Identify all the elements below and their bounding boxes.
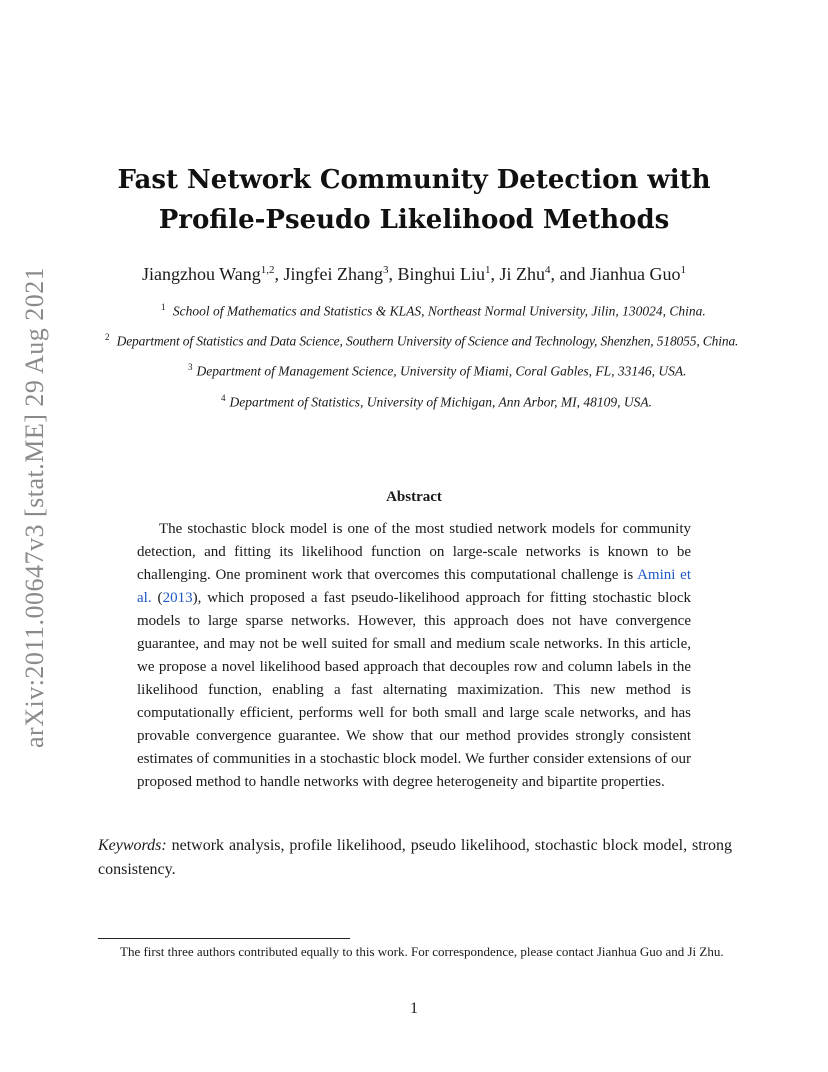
author: Ji Zhu$^4$ bbox=[499, 264, 551, 284]
affiliation: $^1$ School of Mathematics and Statistics & KLAS, Northeast Normal University, Jilin, 130024, China. bbox=[161, 302, 706, 319]
paper-title-line-1: Fast Network Community Detection with bbox=[117, 165, 711, 195]
affiliation: $^2$ Department of Statistics and Data Science, Southern University of Science and Technology, Shenzhen, 518055, China. bbox=[105, 332, 739, 349]
author-list: Jiangzhou Wang$^{1,2}$, Jingfei Zhang$^3$, Binghui Liu$^1$, Ji Zhu$^4$, and Jianhua Guo$^1$ bbox=[142, 264, 686, 284]
author: Jiangzhou Wang$^{1,2}$ bbox=[142, 264, 275, 284]
footnote-rule bbox=[98, 938, 350, 939]
footnote: The first three authors contributed equally to this work. For correspondence, please contact Jianhua Guo and Ji Zhu. bbox=[120, 944, 724, 959]
abstract-heading: Abstract bbox=[386, 489, 442, 505]
author: Jingfei Zhang$^3$ bbox=[283, 264, 389, 284]
keywords bbox=[98, 834, 732, 882]
affiliation: $^4$ Department of Statistics, University of Michigan, Ann Arbor, MI, 48109, USA. bbox=[221, 393, 652, 410]
keywords-label: Keywords: bbox=[98, 837, 167, 854]
arxiv-identifier: arXiv:2011.00647v3 [stat.ME] 29 Aug 2021 bbox=[20, 266, 49, 748]
page-number: 1 bbox=[410, 1000, 418, 1017]
abstract-body: The stochastic block model is one of the most studied network models for community detection, and fitting its likelihood function on large-scale networks is known to be challenging. One prominent work that overcomes this computational challenge is Amini et al. (2013), which proposed a fast pseudo-likelihood approach for fitting stochastic block models to large sparse networks. However, this approach does not have convergence guarantee, and may not be well suited for small and medium scale networks. In this article, we propose a novel likelihood based approach that decouples row and column labels in the likelihood function, enabling a fast alternating maximization. This new method is computationally efficient, performs well for both small and large scale networks, and has provable convergence guarantee. We show that our method provides strongly consistent estimates of communities in a stochastic block model. We further consider extensions of our proposed method to handle networks with degree heterogeneity and bipartite properties. bbox=[137, 521, 691, 790]
paper-title-line-2: Profile-Pseudo Likelihood Methods bbox=[158, 205, 670, 235]
citation-link[interactable]: Amini et al. bbox=[137, 567, 691, 606]
citation-year-link[interactable]: 2013 bbox=[162, 590, 193, 606]
keywords-text: network analysis, profile likelihood, pseudo likelihood, stochastic block model, strong consistency. bbox=[98, 837, 732, 878]
author: Jianhua Guo$^1$ bbox=[589, 264, 686, 284]
author: Binghui Liu$^1$ bbox=[397, 264, 491, 284]
affiliation: $^3$ Department of Management Science, University of Miami, Coral Gables, FL, 33146, USA. bbox=[188, 362, 687, 379]
